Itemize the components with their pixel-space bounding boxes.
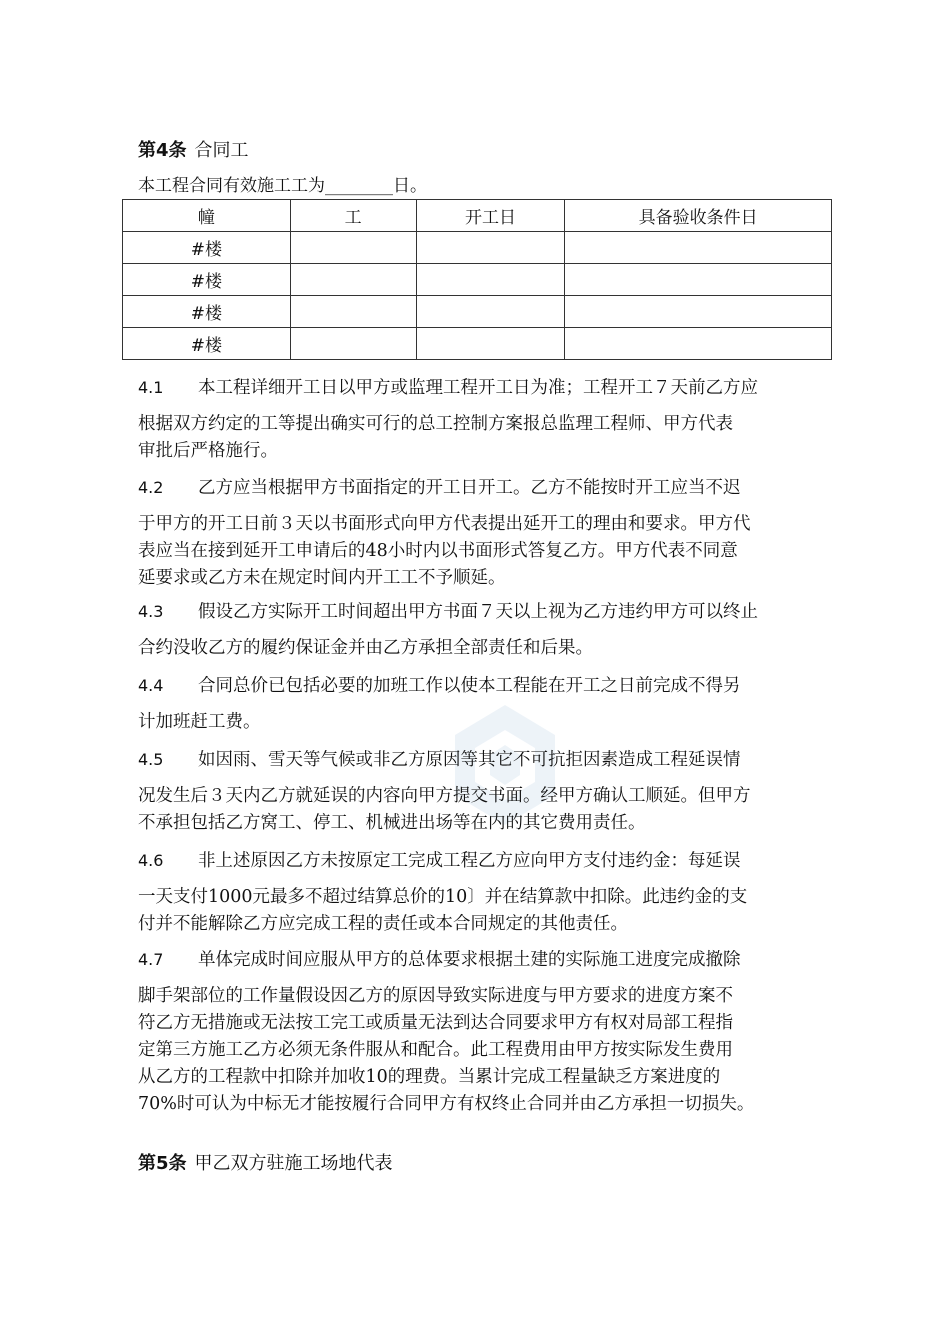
- table-cell: #楼: [123, 264, 291, 296]
- clause-text: 假设乙方实际开工时间超出甲方书面７天以上视为乙方违约甲方可以终止: [198, 602, 758, 622]
- table-cell: #楼: [123, 328, 291, 360]
- table-header-row: [123, 200, 832, 232]
- article-4-number: 第4条: [138, 140, 187, 161]
- clause-body: [138, 884, 814, 938]
- table-cell: [565, 296, 832, 328]
- clause-4-4: [138, 671, 814, 736]
- clause-text: 乙方应当根据甲方书面指定的开工日开工。乙方不能按时开工应当不迟: [198, 478, 741, 498]
- table-row: [123, 328, 832, 360]
- clause-4-3: [138, 597, 814, 662]
- clause-text: 单体完成时间应服从甲方的总体要求根据土建的实际施工进度完成撤除: [198, 950, 741, 970]
- clause-number: 4.6: [138, 851, 164, 870]
- clause-line: 计加班赶工费。: [138, 712, 261, 732]
- clause-body: [138, 635, 814, 662]
- clause-line: 根据双方约定的工等提出确实可行的总工控制方案报总监理工程师、甲方代表: [138, 414, 733, 434]
- clause-line: 脚手架部位的工作量假设因乙方的原因导致实际进度与甲方要求的进度方案不: [138, 986, 733, 1006]
- clause-body: [138, 983, 814, 1118]
- table-cell: [416, 296, 565, 328]
- article-5-number: 第5条: [138, 1153, 187, 1174]
- table-header-cell: 具备验收条件日: [565, 200, 832, 232]
- clause-line: 合约没收乙方的履约保证金并由乙方承担全部责任和后果。: [138, 638, 593, 658]
- clause-line: 符乙方无措施或无法按工完工或质量无法到达合同要求甲方有权对局部工程指: [138, 1013, 733, 1033]
- table-header-cell: 开工日: [416, 200, 565, 232]
- construction-period-sentence: 本工程合同有效施工工为________日。: [138, 176, 427, 196]
- table-header-cell: 幢: [123, 200, 291, 232]
- article-4-heading: [138, 140, 249, 162]
- article-4-title: 合同工: [194, 140, 249, 161]
- clause-line: 况发生后３天内乙方就延误的内容向甲方提交书面。经甲方确认工顺延。但甲方: [138, 786, 751, 806]
- clause-line: 70%时可认为中标无才能按履行合同甲方有权终止合同并由乙方承担一切损失。: [138, 1094, 755, 1114]
- table-cell: #楼: [123, 296, 291, 328]
- clause-text: 如因雨、雪天等气候或非乙方原因等其它不可抗拒因素造成工程延误情: [198, 750, 741, 770]
- table-cell: [290, 264, 416, 296]
- table-cell: [565, 232, 832, 264]
- clause-line: 于甲方的开工日前３天以书面形式向甲方代表提出延开工的理由和要求。甲方代: [138, 514, 751, 534]
- clause-line: 表应当在接到延开工申请后的48小时内以书面形式答复乙方。甲方代表不同意: [138, 541, 738, 561]
- clause-4-6: [138, 846, 814, 938]
- table-cell: [290, 328, 416, 360]
- clause-line: 一天支付1000元最多不超过结算总价的10〕并在结算款中扣除。此违约金的支: [138, 887, 748, 907]
- clause-text: 合同总价已包括必要的加班工作以使本工程能在开工之日前完成不得另: [198, 676, 741, 696]
- clause-first-line: [138, 745, 814, 783]
- clause-number: 4.3: [138, 602, 164, 621]
- article-5-title: 甲乙双方驻施工场地代表: [194, 1153, 393, 1174]
- article-5-heading: [138, 1153, 393, 1175]
- table-cell: [416, 264, 565, 296]
- schedule-table: [122, 199, 832, 360]
- clause-number: 4.5: [138, 750, 164, 769]
- clause-body: [138, 511, 814, 592]
- table-cell: [290, 296, 416, 328]
- clause-line: 延要求或乙方未在规定时间内开工工不予顺延。: [138, 568, 506, 588]
- table-cell: [565, 264, 832, 296]
- clause-number: 4.2: [138, 478, 164, 497]
- table-cell: [290, 232, 416, 264]
- clause-line: 审批后严格施行。: [138, 441, 278, 461]
- clause-body: [138, 783, 814, 837]
- clause-line: 付并不能解除乙方应完成工程的责任或本合同规定的其他责任。: [138, 914, 628, 934]
- clause-text: 本工程详细开工日以甲方或监理工程开工日为准；工程开工７天前乙方应: [198, 378, 758, 398]
- clause-number: 4.7: [138, 950, 164, 969]
- table-row: [123, 232, 832, 264]
- table-cell: [416, 328, 565, 360]
- clause-line: 不承担包括乙方窝工、停工、机械进出场等在内的其它费用责任。: [138, 813, 646, 833]
- table-header-cell: 工: [290, 200, 416, 232]
- clause-text: 非上述原因乙方未按原定工完成工程乙方应向甲方支付违约金：每延误: [198, 851, 741, 871]
- clause-number: 4.1: [138, 378, 164, 397]
- clause-first-line: [138, 945, 814, 983]
- clause-line: 定第三方施工乙方必须无条件服从和配合。此工程费用由甲方按实际发生费用: [138, 1040, 733, 1060]
- clause-line: 从乙方的工程款中扣除并加收10的理费。当累计完成工程量缺乏方案进度的: [138, 1067, 721, 1087]
- table-row: [123, 264, 832, 296]
- clause-4-5: [138, 745, 814, 837]
- clause-4-7: [138, 945, 814, 1118]
- clause-first-line: [138, 846, 814, 884]
- table-cell: [416, 232, 565, 264]
- clause-4-1: [138, 373, 814, 465]
- clause-number: 4.4: [138, 676, 164, 695]
- clause-first-line: [138, 473, 814, 511]
- table-cell: #楼: [123, 232, 291, 264]
- clause-body: [138, 411, 814, 465]
- table-cell: [565, 328, 832, 360]
- clause-first-line: [138, 373, 814, 411]
- clause-first-line: [138, 597, 814, 635]
- clause-4-2: [138, 473, 814, 592]
- table-row: [123, 296, 832, 328]
- clause-body: [138, 709, 814, 736]
- clause-first-line: [138, 671, 814, 709]
